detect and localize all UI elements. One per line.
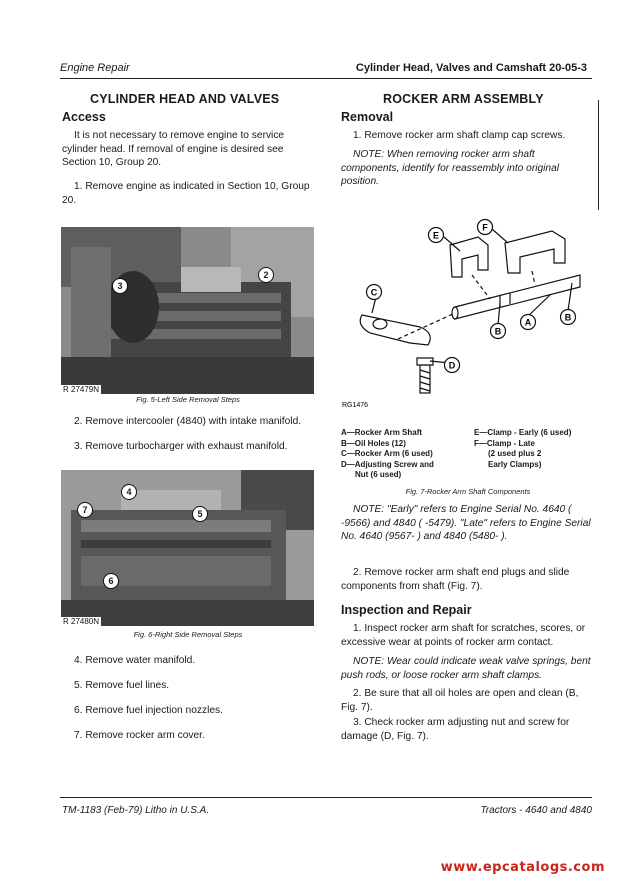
fig6-callout-5: 5 — [192, 506, 208, 522]
callout-b-2-label: B — [564, 312, 572, 323]
callout-f-label: F — [482, 222, 488, 233]
callout-c — [367, 285, 382, 300]
fig6-photo — [61, 470, 314, 626]
diagram-tag: RG1476 — [342, 402, 369, 409]
heading-removal: Removal — [341, 110, 394, 124]
step-3: 3. Remove turbocharger with exhaust manifold. — [74, 441, 288, 452]
step-4: 4. Remove water manifold. — [74, 655, 196, 666]
footer-left: TM-1183 (Feb-79) Litho in U.S.A. — [62, 805, 210, 816]
callout-c-label: C — [370, 287, 378, 298]
legend-f-cont-2: Early Clamps) — [488, 459, 542, 469]
fig5-callout-2: 2 — [258, 267, 274, 283]
footer-rule — [60, 797, 592, 798]
legend-b: B—Oil Holes (12) — [341, 438, 406, 448]
fig6-callout-7: 7 — [77, 502, 93, 518]
fig6-caption: Fig. 6-Right Side Removal Steps — [133, 630, 243, 639]
inspection-step-2: 2. Be sure that all oil holes are open and clean (B, Fig. 7). — [341, 688, 579, 713]
heading-access: Access — [62, 110, 106, 124]
section-title-cylinder-head: CYLINDER HEAD AND VALVES — [90, 92, 280, 106]
step-2: 2. Remove intercooler (4840) with intake manifold. — [74, 416, 302, 427]
fig5-photo — [61, 227, 314, 394]
running-head-left: Engine Repair — [60, 62, 130, 74]
fig6-callout-4: 4 — [121, 484, 137, 500]
fig5-caption: Fig. 5-Left Side Removal Steps — [136, 395, 240, 404]
fig6-tag: R 27480N — [63, 617, 100, 626]
column-divider — [598, 100, 599, 210]
step-5: 5. Remove fuel lines. — [74, 680, 170, 691]
callout-d — [445, 358, 460, 373]
engine-left-side-image — [61, 227, 314, 394]
legend-e: E—Clamp - Early (6 used) — [474, 428, 572, 437]
fig6-callout-6: 6 — [103, 573, 119, 589]
header-rule — [60, 78, 592, 79]
note-serial-numbers: NOTE: "Early" refers to Engine Serial No. 4640 ( -9566) and 4840 ( -5479). "Late" refers to Engine Serial No. 4640 (9567- ) and 4840 (5480- ). — [341, 504, 591, 542]
callout-a-label: A — [524, 317, 532, 328]
heading-inspection: Inspection and Repair — [341, 603, 472, 617]
callout-b-1 — [491, 324, 506, 339]
legend-d-cont: Nut (6 used) — [355, 470, 402, 479]
callout-e — [429, 228, 444, 243]
callout-d-label: D — [448, 360, 456, 371]
legend-f: F—Clamp - Late — [474, 438, 535, 448]
removal-step-2: 2. Remove rocker arm shaft end plugs and slide components from shaft (Fig. 7). — [341, 567, 570, 592]
step-6: 6. Remove fuel injection nozzles. — [74, 705, 223, 716]
callout-e-label: E — [432, 230, 440, 241]
legend-f-cont-1: (2 used plus 2 — [488, 449, 542, 458]
step-1: 1. Remove engine as indicated in Section 10, Group 20. — [62, 181, 310, 206]
running-head-right: Cylinder Head, Valves and Camshaft 20-05-3 — [355, 62, 587, 74]
watermark-url[interactable]: www.epcatalogs.com — [440, 860, 605, 875]
legend-left — [341, 428, 471, 481]
callout-b-2 — [561, 310, 576, 325]
callout-f — [478, 220, 493, 235]
section-title-rocker-arm: ROCKER ARM ASSEMBLY — [383, 92, 544, 106]
inspection-step-1: 1. Inspect rocker arm shaft for scratches, scores, or excessive wear at points of rocker arm contact. — [341, 623, 586, 648]
footer-right: Tractors - 4640 and 4840 — [480, 805, 592, 816]
step-7: 7. Remove rocker arm cover. — [74, 730, 205, 741]
legend-a: A—Rocker Arm Shaft — [341, 428, 423, 437]
access-intro: It is not necessary to remove engine to service cylinder head. If removal of engine is desired see Section 10, Group 20. — [62, 130, 285, 168]
note-wear: NOTE: Wear could indicate weak valve springs, bent push rods, or loose rocker arm shaft clamps. — [341, 656, 591, 681]
note-identify-components: NOTE: When removing rocker arm shaft components, identify for reassembly into original position. — [341, 149, 560, 187]
legend-right — [474, 428, 596, 470]
rocker-arm-shaft-drawing — [360, 229, 580, 393]
legend-c: C—Rocker Arm (6 used) — [341, 449, 433, 458]
fig5-callout-3: 3 — [112, 278, 128, 294]
callout-a — [521, 315, 536, 330]
legend-d: D—Adjusting Screw and — [341, 459, 434, 469]
fig7-caption: Fig. 7-Rocker Arm Shaft Components — [405, 487, 531, 496]
rocker-arm-diagram — [340, 215, 594, 415]
inspection-step-3: 3. Check rocker arm adjusting nut and screw for damage (D, Fig. 7). — [341, 717, 570, 742]
fig5-tag: R 27479N — [63, 385, 100, 394]
removal-step-1: 1. Remove rocker arm shaft clamp cap screws. — [353, 130, 566, 141]
engine-right-side-image — [61, 470, 314, 626]
callout-b-1-label: B — [494, 326, 502, 337]
